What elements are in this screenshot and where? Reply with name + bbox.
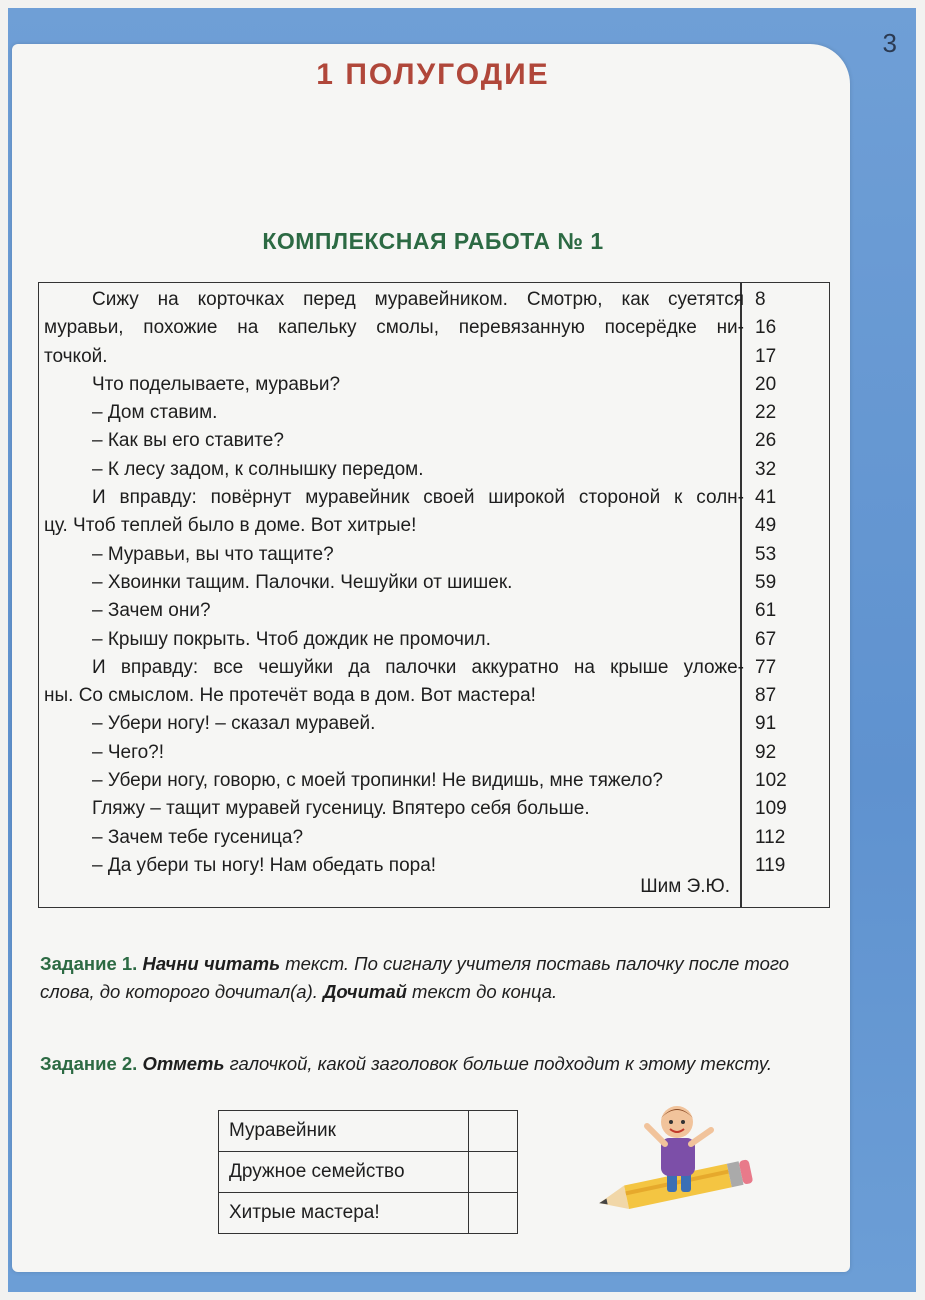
word-count: 41 (755, 487, 777, 509)
work-title: КОМПЛЕКСНАЯ РАБОТА № 1 (262, 228, 604, 254)
title-option-label: Хитрые мастера! (219, 1193, 469, 1234)
story-line: Сижу на корточках перед муравейником. Смотрю, как суетятся (92, 289, 744, 310)
task-1-text-end: текст до конца. (406, 981, 558, 1002)
word-count: 32 (755, 458, 777, 480)
word-count: 119 (755, 854, 786, 876)
kid-on-pencil-icon (585, 1100, 755, 1230)
story-line: Что поделываете, муравьи? (92, 373, 341, 395)
word-count: 49 (755, 515, 777, 537)
story-line: – Крышу покрыть. Чтоб дождик не промочил. (92, 628, 491, 650)
task-2-label: Задание 2. (40, 1053, 138, 1074)
title-option-label: Муравейник (219, 1111, 469, 1152)
story-line: – Муравьи, вы что тащите? (92, 543, 334, 565)
story-line: – Убери ногу! – сказал муравей. (92, 713, 376, 735)
task-1-text: текст. По сигналу учителя поставь палочку после того слова, до которого дочитал(а). (40, 953, 790, 1002)
title-option-checkbox[interactable] (469, 1152, 518, 1193)
half-year-title: 1 ПОЛУГОДИЕ (316, 58, 550, 91)
word-count: 92 (755, 741, 777, 763)
story-line: – Как вы его ставите? (92, 430, 284, 452)
story-line: – Зачем они? (92, 600, 211, 622)
story-line: муравьи, похожие на капельку смолы, перевязанную посерёдке ни- (44, 317, 744, 339)
word-count: 16 (755, 317, 777, 339)
story-line: – Да убери ты ногу! Нам обедать пора! (92, 854, 437, 876)
word-count-column (755, 286, 815, 880)
word-count: 26 (755, 430, 777, 452)
story-line: цу. Чтоб теплей было в доме. Вот хитрые! (44, 515, 417, 537)
story-author: Шим Э.Ю. (640, 876, 730, 897)
story-line: – К лесу задом, к солнышку передом. (92, 458, 424, 480)
story-line: – Хвоинки тащим. Палочки. Чешуйки от шишек. (92, 571, 513, 593)
word-count: 20 (755, 373, 777, 395)
task-1-label: Задание 1. (40, 953, 138, 974)
story-line: – Зачем тебе гусеница? (92, 826, 304, 848)
word-count: 77 (755, 656, 777, 678)
title-option-checkbox[interactable] (469, 1193, 518, 1234)
task-2-text: галочкой, какой заголовок больше подходит к этому тексту. (224, 1053, 773, 1074)
story-line: Гляжу – тащит муравей гусеницу. Впятеро себя больше. (92, 798, 590, 820)
word-count: 67 (755, 628, 777, 650)
title-option-row (219, 1111, 518, 1152)
story-line: И вправду: повёрнут муравейник своей широкой стороной к солн- (92, 487, 744, 509)
word-count: 59 (755, 571, 777, 593)
title-options-table (218, 1110, 518, 1234)
title-option-label: Дружное семейство (219, 1152, 469, 1193)
story-line: ны. Со смыслом. Не протечёт вода в дом. Вот мастера! (44, 685, 536, 707)
word-count: 109 (755, 798, 787, 820)
word-count: 22 (755, 402, 777, 424)
story-line: – Дом ставим. (92, 402, 218, 424)
story-line: – Чего?! (92, 741, 165, 763)
task-2 (40, 1050, 816, 1078)
word-count: 61 (755, 600, 777, 622)
word-count: 87 (755, 685, 777, 707)
kid-on-pencil-illustration (585, 1100, 755, 1235)
task-1-emphasis-finish: Дочитай (323, 981, 407, 1002)
task-1-emphasis-start: Начни читать (142, 953, 281, 974)
story-line: – Убери ногу, говорю, с моей тропинки! Не видишь, мне тяжело? (92, 770, 663, 792)
word-count: 53 (755, 543, 777, 565)
word-count: 112 (755, 826, 786, 848)
word-count: 8 (755, 289, 766, 310)
task-1 (40, 950, 816, 1006)
task-2-emphasis: Отметь (142, 1053, 225, 1074)
title-option-row (219, 1193, 518, 1234)
word-count: 91 (755, 713, 777, 735)
story-line: точкой. (44, 345, 108, 367)
word-count: 17 (755, 345, 777, 367)
story-line: И вправду: все чешуйки да палочки аккуратно на крыше уложе- (92, 656, 744, 678)
title-option-row (219, 1152, 518, 1193)
word-count: 102 (755, 770, 787, 792)
title-option-checkbox[interactable] (469, 1111, 518, 1152)
story-text (44, 286, 744, 880)
page-number: 3 (882, 28, 897, 58)
